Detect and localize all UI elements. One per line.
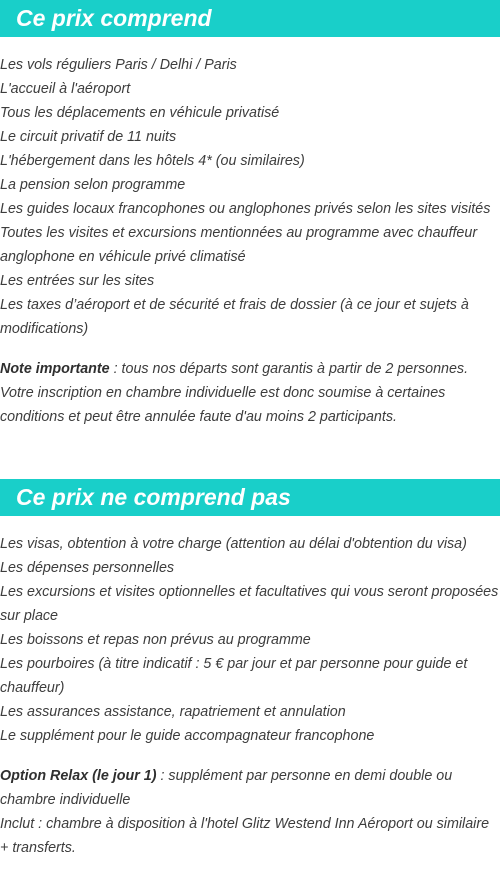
list-item: Le supplément pour le guide accompagnateur francophone — [0, 728, 375, 744]
option-line — [0, 764, 500, 812]
included-title: Ce prix comprend — [16, 5, 212, 31]
excluded-list — [0, 532, 500, 748]
list-item: Les vols réguliers Paris / Delhi / Paris — [0, 57, 237, 73]
list-item: Les taxes d’aéroport et de sécurité et frais de dossier (à ce jour et sujets à modifications) — [0, 297, 469, 337]
option-text: : supplément par personne en demi double ou chambre individuelle — [0, 768, 453, 808]
list-item: Les pourboires (à titre indicatif : 5 € par jour et par personne pour guide et chauffeur) — [0, 656, 468, 696]
note-label: Note importante — [0, 361, 110, 377]
excluded-header — [0, 479, 500, 516]
list-item: Le circuit privatif de 11 nuits — [0, 129, 177, 145]
list-item: Tous les déplacements en véhicule privatisé — [0, 105, 280, 121]
included-list — [0, 53, 500, 341]
option-label: Option Relax (le jour 1) — [0, 768, 157, 784]
option-details: Inclut : chambre à disposition à l'hotel Glitz Westend Inn Aéroport ou similaire + transferts. — [0, 816, 490, 856]
list-item: Les entrées sur les sites — [0, 273, 155, 289]
list-item: Les dépenses personnelles — [0, 560, 175, 576]
list-item: L'hébergement dans les hôtels 4* (ou similaires) — [0, 153, 305, 169]
important-note — [0, 357, 500, 429]
list-item: Les excursions et visites optionnelles et facultatives qui vous seront proposées sur place — [0, 584, 499, 624]
list-item: La pension selon programme — [0, 177, 186, 193]
list-item: Les guides locaux francophones ou anglophones privés selon les sites visités — [0, 201, 491, 217]
list-item: Les visas, obtention à votre charge (attention au délai d'obtention du visa) — [0, 536, 467, 552]
included-header — [0, 0, 500, 37]
list-item: Toutes les visites et excursions mentionnées au programme avec chauffeur anglophone en véhicule privé climatisé — [0, 225, 478, 265]
excluded-title: Ce prix ne comprend pas — [16, 484, 291, 510]
list-item: Les assurances assistance, rapatriement et annulation — [0, 704, 346, 720]
list-item: L'accueil à l'aéroport — [0, 81, 131, 97]
option-relax — [0, 764, 500, 860]
list-item: Les boissons et repas non prévus au programme — [0, 632, 311, 648]
note-text: : tous nos départs sont garantis à partir de 2 personnes. Votre inscription en chambre individuelle est donc soumise à certaines conditions et peut être annulée faute d'au moins 2 participants. — [0, 361, 469, 425]
